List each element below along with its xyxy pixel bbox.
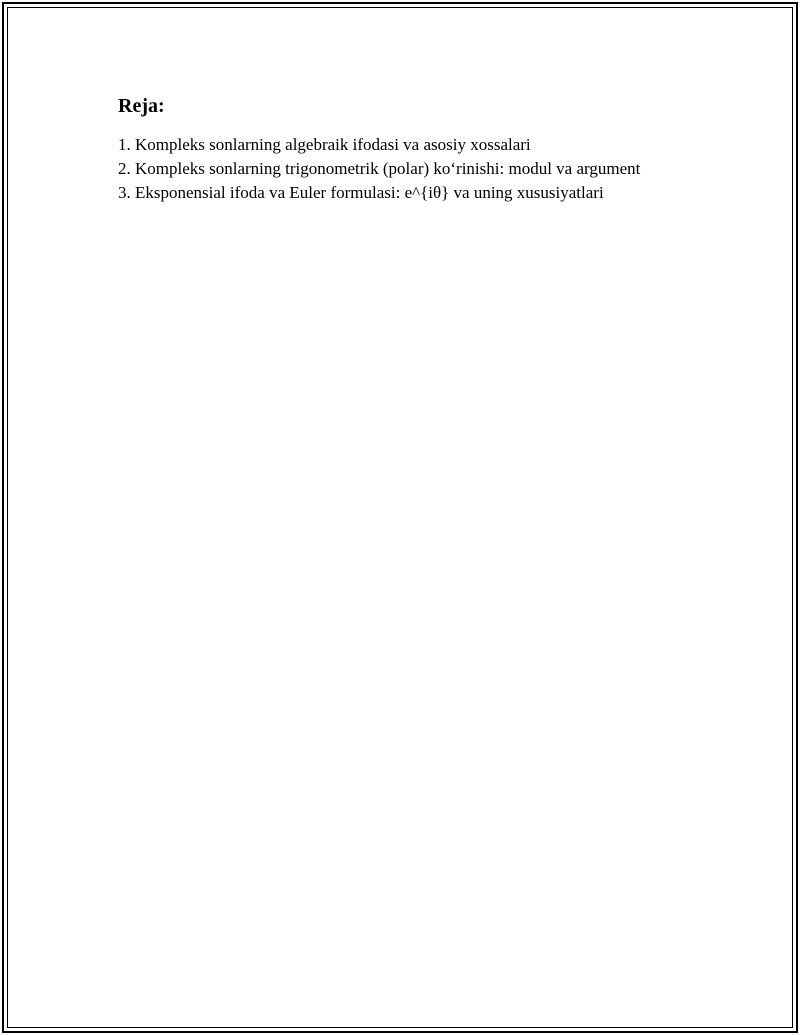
plan-item-3: 3. Eksponensial ifoda va Euler formulasi: e^{iθ} va uning xususiyatlari — [118, 183, 604, 202]
plan-heading: Reja: — [118, 95, 165, 117]
plan-item-1: 1. Kompleks sonlarning algebraik ifodasi va asosiy xossalari — [118, 135, 531, 154]
plan-list — [118, 133, 718, 205]
plan-item-2: 2. Kompleks sonlarning trigonometrik (polar) ko‘rinishi: modul va argument — [118, 159, 641, 178]
page-content — [118, 94, 718, 205]
